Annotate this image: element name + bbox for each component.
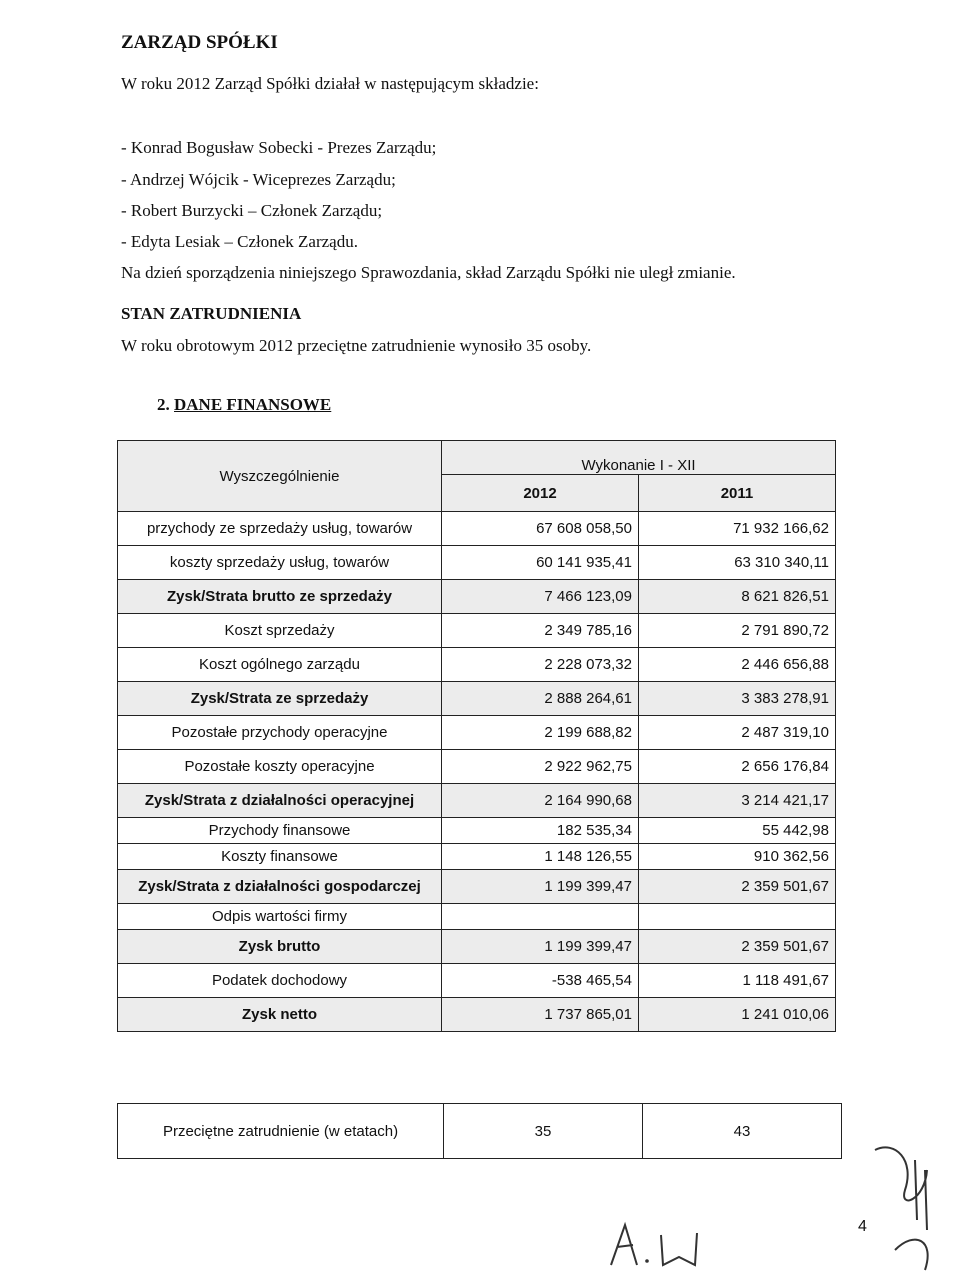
avg-employment-2012: 35 xyxy=(444,1104,643,1159)
row-label: Koszty finansowe xyxy=(118,844,442,870)
col-header-year-2011: 2011 xyxy=(639,475,836,512)
board-member: - Edyta Lesiak – Członek Zarządu. xyxy=(121,232,358,251)
table-row xyxy=(118,512,836,546)
row-label: Koszt sprzedaży xyxy=(118,614,442,648)
table-row xyxy=(118,682,836,716)
row-label: Zysk brutto xyxy=(118,930,442,964)
table-row xyxy=(118,1104,842,1159)
value-2011: 8 621 826,51 xyxy=(639,580,836,614)
row-label: Zysk/Strata ze sprzedaży xyxy=(118,682,442,716)
board-intro: W roku 2012 Zarząd Spółki działał w następującym składzie: xyxy=(121,74,539,93)
section-title-board: ZARZĄD SPÓŁKI xyxy=(121,32,278,53)
board-note: Na dzień sporządzenia niniejszego Sprawozdania, skład Zarządu Spółki nie uległ zmianie. xyxy=(121,263,736,282)
table-row xyxy=(118,870,836,904)
value-2012: 1 199 399,47 xyxy=(442,870,639,904)
col-header-label: Wyszczególnienie xyxy=(118,441,442,512)
avg-employment-table xyxy=(117,1103,842,1159)
value-2011: 1 241 010,06 xyxy=(639,998,836,1032)
value-2011: 63 310 340,11 xyxy=(639,546,836,580)
handwritten-signature xyxy=(855,1130,955,1280)
row-label: Przychody finansowe xyxy=(118,818,442,844)
row-label: Pozostałe koszty operacyjne xyxy=(118,750,442,784)
value-2012: -538 465,54 xyxy=(442,964,639,998)
board-member: - Robert Burzycki – Członek Zarządu; xyxy=(121,201,383,220)
financial-table xyxy=(117,440,836,1032)
table-row xyxy=(118,904,836,930)
value-2012: 67 608 058,50 xyxy=(442,512,639,546)
value-2011: 2 487 319,10 xyxy=(639,716,836,750)
value-2012: 2 349 785,16 xyxy=(442,614,639,648)
board-member: - Konrad Bogusław Sobecki - Prezes Zarządu; xyxy=(121,138,437,157)
value-2011: 2 446 656,88 xyxy=(639,648,836,682)
avg-employment-label: Przeciętne zatrudnienie (w etatach) xyxy=(118,1104,444,1159)
value-2011: 2 359 501,67 xyxy=(639,930,836,964)
row-label: Koszt ogólnego zarządu xyxy=(118,648,442,682)
table-row xyxy=(118,844,836,870)
table-row xyxy=(118,716,836,750)
page-number: 4 xyxy=(858,1218,867,1235)
value-2012 xyxy=(442,904,639,930)
table-row xyxy=(118,648,836,682)
value-2012: 1 199 399,47 xyxy=(442,930,639,964)
avg-employment-2011: 43 xyxy=(643,1104,842,1159)
value-2011: 910 362,56 xyxy=(639,844,836,870)
table-row xyxy=(118,964,836,998)
handwritten-initials xyxy=(605,1215,715,1275)
section-title-text: DANE FINANSOWE xyxy=(174,395,332,414)
row-label: Zysk netto xyxy=(118,998,442,1032)
row-label: Zysk/Strata brutto ze sprzedaży xyxy=(118,580,442,614)
section-number: 2. xyxy=(157,395,170,414)
table-row xyxy=(118,614,836,648)
row-label: przychody ze sprzedaży usług, towarów xyxy=(118,512,442,546)
table-row xyxy=(118,546,836,580)
row-label: Zysk/Strata z działalności operacyjnej xyxy=(118,784,442,818)
table-row xyxy=(118,930,836,964)
value-2012: 2 228 073,32 xyxy=(442,648,639,682)
col-header-year-2012: 2012 xyxy=(442,475,639,512)
value-2011: 3 383 278,91 xyxy=(639,682,836,716)
board-member: - Andrzej Wójcik - Wiceprezes Zarządu; xyxy=(121,170,396,189)
value-2011 xyxy=(639,904,836,930)
employment-text: W roku obrotowym 2012 przeciętne zatrudnienie wynosiło 35 osoby. xyxy=(121,336,592,355)
value-2011: 55 442,98 xyxy=(639,818,836,844)
col-header-group: Wykonanie I - XII xyxy=(442,441,836,475)
value-2012: 2 922 962,75 xyxy=(442,750,639,784)
row-label: Odpis wartości firmy xyxy=(118,904,442,930)
section-title-finance xyxy=(157,395,331,415)
value-2011: 2 359 501,67 xyxy=(639,870,836,904)
table-row xyxy=(118,750,836,784)
table-row xyxy=(118,580,836,614)
row-label: Pozostałe przychody operacyjne xyxy=(118,716,442,750)
value-2012: 1 148 126,55 xyxy=(442,844,639,870)
value-2012: 60 141 935,41 xyxy=(442,546,639,580)
value-2012: 2 164 990,68 xyxy=(442,784,639,818)
table-row xyxy=(118,784,836,818)
value-2011: 3 214 421,17 xyxy=(639,784,836,818)
value-2012: 2 888 264,61 xyxy=(442,682,639,716)
value-2011: 2 656 176,84 xyxy=(639,750,836,784)
table-row xyxy=(118,818,836,844)
value-2012: 1 737 865,01 xyxy=(442,998,639,1032)
row-label: Zysk/Strata z działalności gospodarczej xyxy=(118,870,442,904)
value-2011: 2 791 890,72 xyxy=(639,614,836,648)
row-label: koszty sprzedaży usług, towarów xyxy=(118,546,442,580)
value-2011: 71 932 166,62 xyxy=(639,512,836,546)
value-2011: 1 118 491,67 xyxy=(639,964,836,998)
table-row xyxy=(118,998,836,1032)
value-2012: 182 535,34 xyxy=(442,818,639,844)
row-label: Podatek dochodowy xyxy=(118,964,442,998)
value-2012: 2 199 688,82 xyxy=(442,716,639,750)
value-2012: 7 466 123,09 xyxy=(442,580,639,614)
section-title-employment: STAN ZATRUDNIENIA xyxy=(121,304,302,323)
